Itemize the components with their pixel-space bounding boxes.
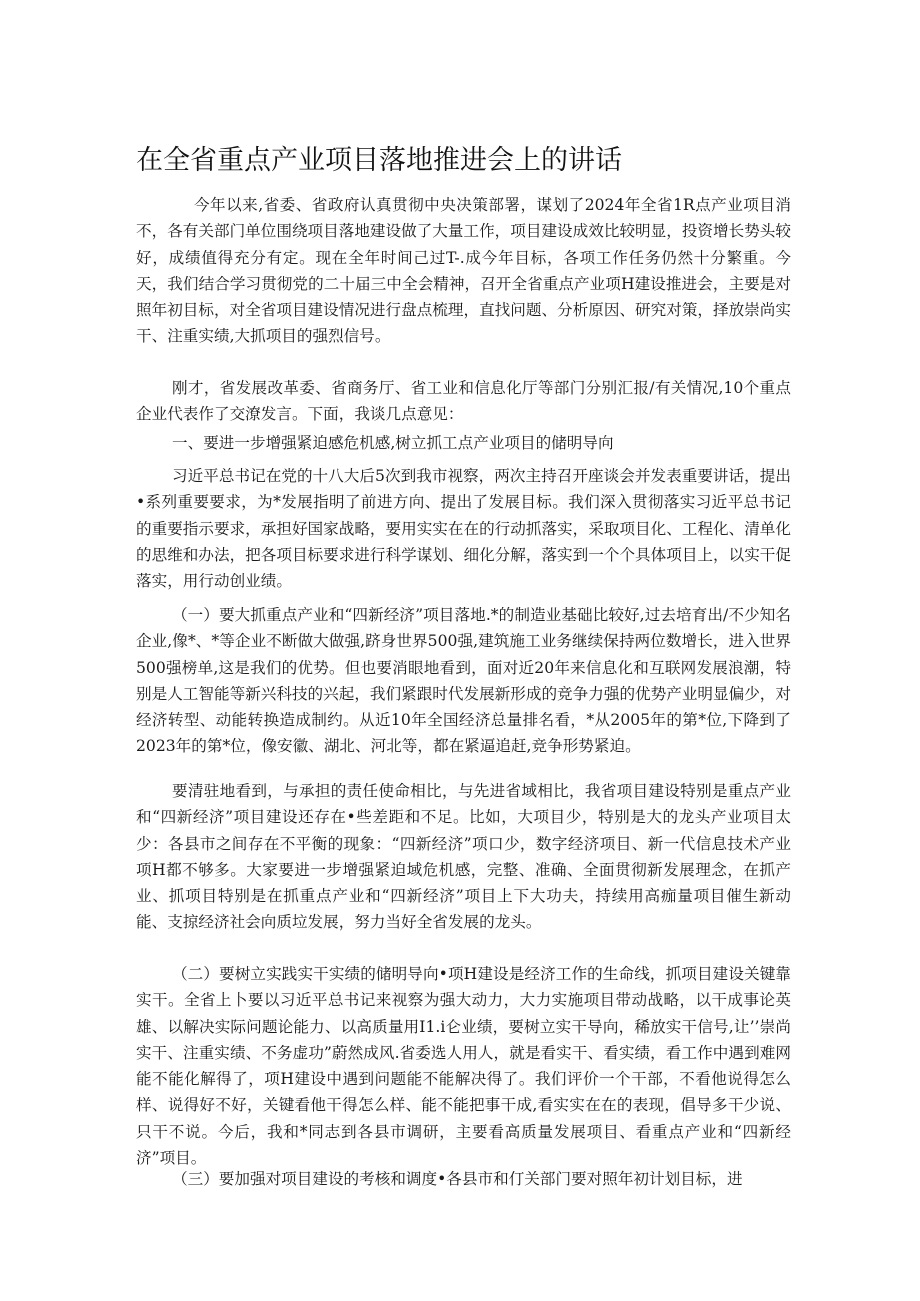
paragraph-section-1-body: 习近平总书记在党的十八大后5次到我市视察，两次主持召开座谈会并发表重要讲话，提出•系列重要要求，为*发展指明了前进方向、提出了发展目标。我们深入贯彻落实习近平总书记的重要指示要求，承担好国家战略，要用实实在在的行动抓落实，采取项目化、工程化、清单化的思维和办法，把各项目标要求进行科学谋划、细化分解，落实到一个个具体项目上，以实干促落实，用行动创业绩。 [136, 467, 791, 591]
paragraph-reports: 刚才，省发展改革委、省商务厅、省工业和信息化厅等部门分别汇报/有关情况,10个重点企业代表作了交潦发言。下面，我谈几点意见： [136, 379, 791, 424]
paragraph-subsection-3: （三）要加强对项目建设的考核和调度•各县市和仃关部门要对照年初计划目标，进 [172, 1170, 743, 1188]
section-heading-1: 一、要进一步增强紧迫感危机感,树立抓工点产业项目的储明导向 [172, 434, 614, 452]
paragraph-subsection-2: （二）要树立实践实干实绩的储明导向•项H建设是经济工作的生命线，抓项目建设关键靠实干。全省上卜要以习近平总书记来视察为强大动力，大力实施项目带动战略，以干成事论英雄、以解决实际问题论能力、以高质量用I1.i仑业绩，要树立实干导向，稀放实干信号,让’’崇尚实干、注重实绩、不务虚功”蔚然成风.省委选人用人，就是看实干、看实绩，看工作中遇到难网能不能化解得了，项H建设中遇到问题能不能解决得了。我们评价一个干部，不看他说得怎么样、说得好不好，关键看他干得怎么样、能不能把事干成,看实实在在的表现，倡导多干少说、只干不说。今后，我和*同志到各县市调研，主要看高质量发展项目、看重点产业和“四新经济”项目。 [136, 965, 791, 1168]
paragraph-intro: 今年以来,省委、省政府认真贯彻中央决策部署，谋划了2024年全省1R点产业项目消不，各有关部门单位围绕项目落地建设做了大量工作，项目建设成效比较明显，投资增长势头较好，成绩值得充分有定。现在全年时间己过T-.成今年目标，各项工作任务仍然十分繁重。今天，我们结合学习贯彻党的二十届三中全会精神，召开全省重点产业项H建设推进会，主要是对照年初目标，对全省项目建设情况进行盘点梳理，直找问题、分析原因、研究对策，择放崇尚实干、注重实绩,大抓项目的强烈信号。 [136, 196, 791, 346]
paragraph-subsection-1: （一）要大抓重点产业和“四新经济”项目落地.*的制造业基础比较好,过去培育出/不少知名企业,像*、*等企业不断做大做强,跻身世界500强,建筑施工业务继续保持两位数增长，进入世界500强榜单,这是我们的优势。但也要消眼地看到，面对近20年来信息化和互联网发展浪潮，特别是人工智能等新兴科技的兴起，我们紧跟时代发展新形成的竞争力强的优势产业明显偏少，对经济转型、动能转换造成制约。从近10年全国经济总量排名看，*从2005年的第*位,下降到了2023年的第*位，像安徽、湖北、河北等，都在紧逼追赶,竞争形势紧迫。 [136, 606, 791, 756]
paragraph-gaps: 要清驻地看到，与承担的责任使命相比，与先进省域相比，我省项目建设特别是重点产业和“四新经济”项目建设还存在•些差距和不足。比如，大项目少，特别是大的龙头产业项目太少：各县市之间存在不平衡的现象：“四新经济”项口少，数字经济项目、新一代信息技术产业项H都不够多。大家要进一步增强紧迫域危机感，完整、准确、全面贯彻新发展理念，在抓产业、抓项目特别是在抓重点产业和“四新经济”项目上下大功夫，持续用高痂量项目催生新动能、支掠经济社会向质垃发展，努力当好全省发展的龙头。 [136, 782, 791, 932]
document-title: 在全省重点产业项目落地推进会上的讲话 [136, 145, 622, 176]
